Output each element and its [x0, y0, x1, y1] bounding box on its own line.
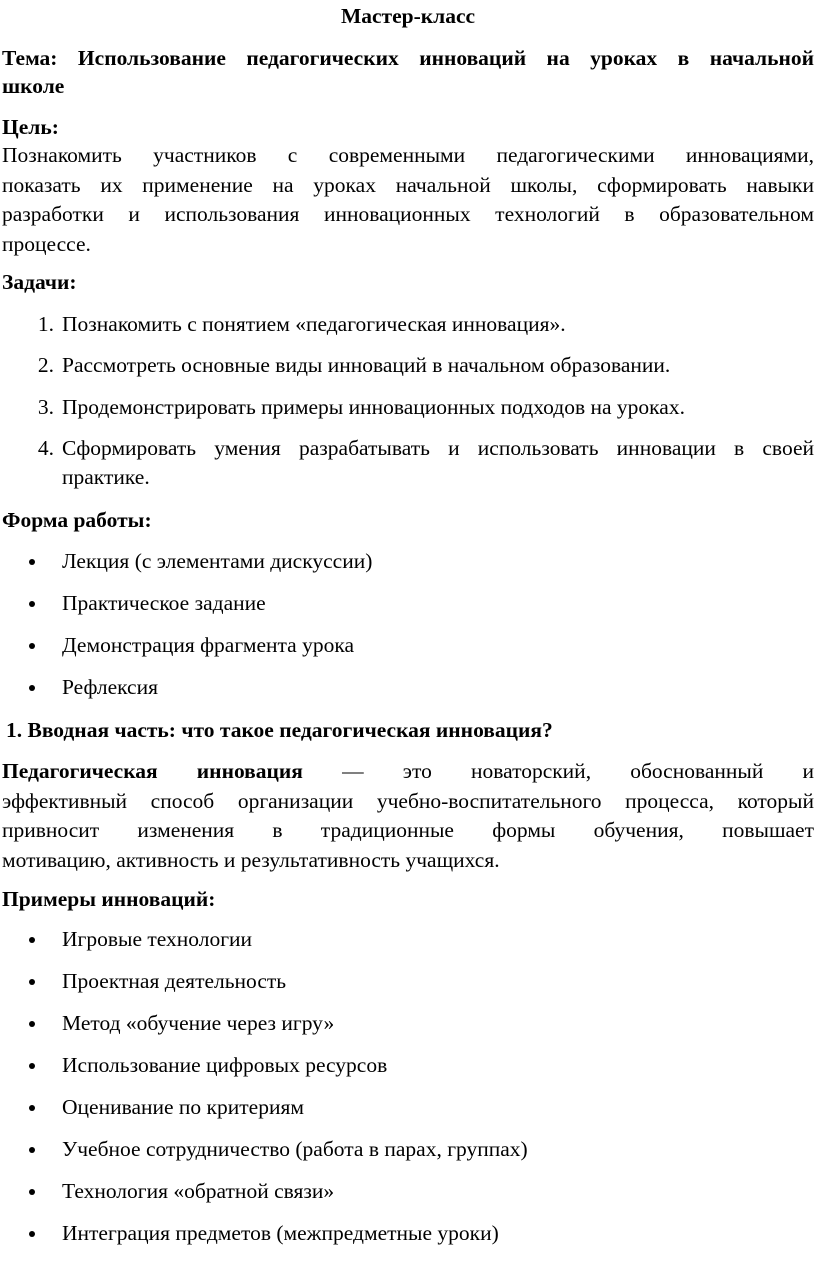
definition-line-1 [2, 757, 814, 787]
bullet-icon [29, 1189, 35, 1195]
item-text: Метод «обучение через игру» [62, 1011, 335, 1035]
bullet-icon [29, 1105, 35, 1111]
goal-line-3: разработки и использования инновационных технологий в образовательном [2, 202, 814, 226]
goal-paragraph [2, 141, 814, 259]
item-text: Практическое задание [62, 591, 266, 615]
item-text-line-2: практике. [62, 465, 150, 489]
item-text: Учебное сотрудничество (работа в парах, группах) [62, 1137, 528, 1161]
item-text: Игровые технологии [62, 927, 253, 951]
bullet-icon [29, 685, 35, 691]
item-text: Демонстрация фрагмента урока [62, 633, 355, 657]
bullet-icon [29, 937, 35, 943]
item-text: Использование цифровых ресурсов [62, 1053, 388, 1077]
item-text-line-1: Сформировать умения разрабатывать и использовать инновации в своей [62, 436, 814, 460]
bullet-icon [29, 559, 35, 565]
document-title: Мастер-класс [340, 4, 476, 28]
topic-line-2: школе [2, 74, 65, 98]
definition-line-1-rest: — это новаторский, обоснованный и [302, 759, 814, 783]
item-number: 2. [37, 353, 54, 377]
goal-line-4: процессе. [2, 231, 91, 256]
definition-line-2: эффективный способ организации учебно-воспитательного процесса, который [2, 788, 814, 813]
examples-heading: Примеры инноваций: [2, 887, 216, 911]
item-number: 3. [37, 395, 54, 419]
item-number: 1. [37, 312, 54, 336]
bullet-icon [29, 1021, 35, 1027]
section-1-heading: 1. Вводная часть: что такое педагогическая инновация? [6, 718, 553, 742]
item-text: Лекция (с элементами дискуссии) [62, 549, 373, 573]
item-text: Рассмотреть основные виды инноваций в начальном образовании. [62, 353, 671, 377]
definition-term: Педагогическая инновация [2, 759, 303, 783]
item-text: Технология «обратной связи» [62, 1179, 335, 1203]
goal-heading: Цель: [2, 115, 59, 139]
item-text: Продемонстрировать примеры инновационных подходов на уроках. [62, 395, 685, 419]
definition-line-4: мотивацию, активность и результативность учащихся. [2, 847, 500, 872]
definition-paragraph [2, 757, 814, 875]
item-text: Проектная деятельность [62, 969, 287, 993]
item-text: Познакомить с понятием «педагогическая инновация». [62, 312, 566, 336]
tasks-heading: Задачи: [2, 270, 77, 294]
bullet-icon [29, 1231, 35, 1237]
bullet-icon [29, 1147, 35, 1153]
item-text: Оценивание по критериям [62, 1095, 304, 1119]
form-heading: Форма работы: [2, 508, 152, 532]
bullet-icon [29, 643, 35, 649]
topic-line-1: Тема: Использование педагогических инноваций на уроках в начальной [2, 46, 814, 70]
goal-line-1: Познакомить участников с современными педагогическими инновациями, [2, 143, 814, 167]
bullet-icon [29, 979, 35, 985]
item-number: 4. [37, 436, 54, 460]
topic-heading [2, 44, 814, 100]
definition-line-3: привносит изменения в традиционные формы обучения, повышает [2, 818, 814, 842]
bullet-icon [29, 1063, 35, 1069]
goal-line-2: показать их применение на уроках начальной школы, сформировать навыки [2, 172, 814, 197]
item-text: Рефлексия [62, 675, 158, 699]
bullet-icon [29, 601, 35, 607]
item-text [62, 434, 814, 492]
item-text: Интеграция предметов (межпредметные уроки) [62, 1221, 499, 1245]
